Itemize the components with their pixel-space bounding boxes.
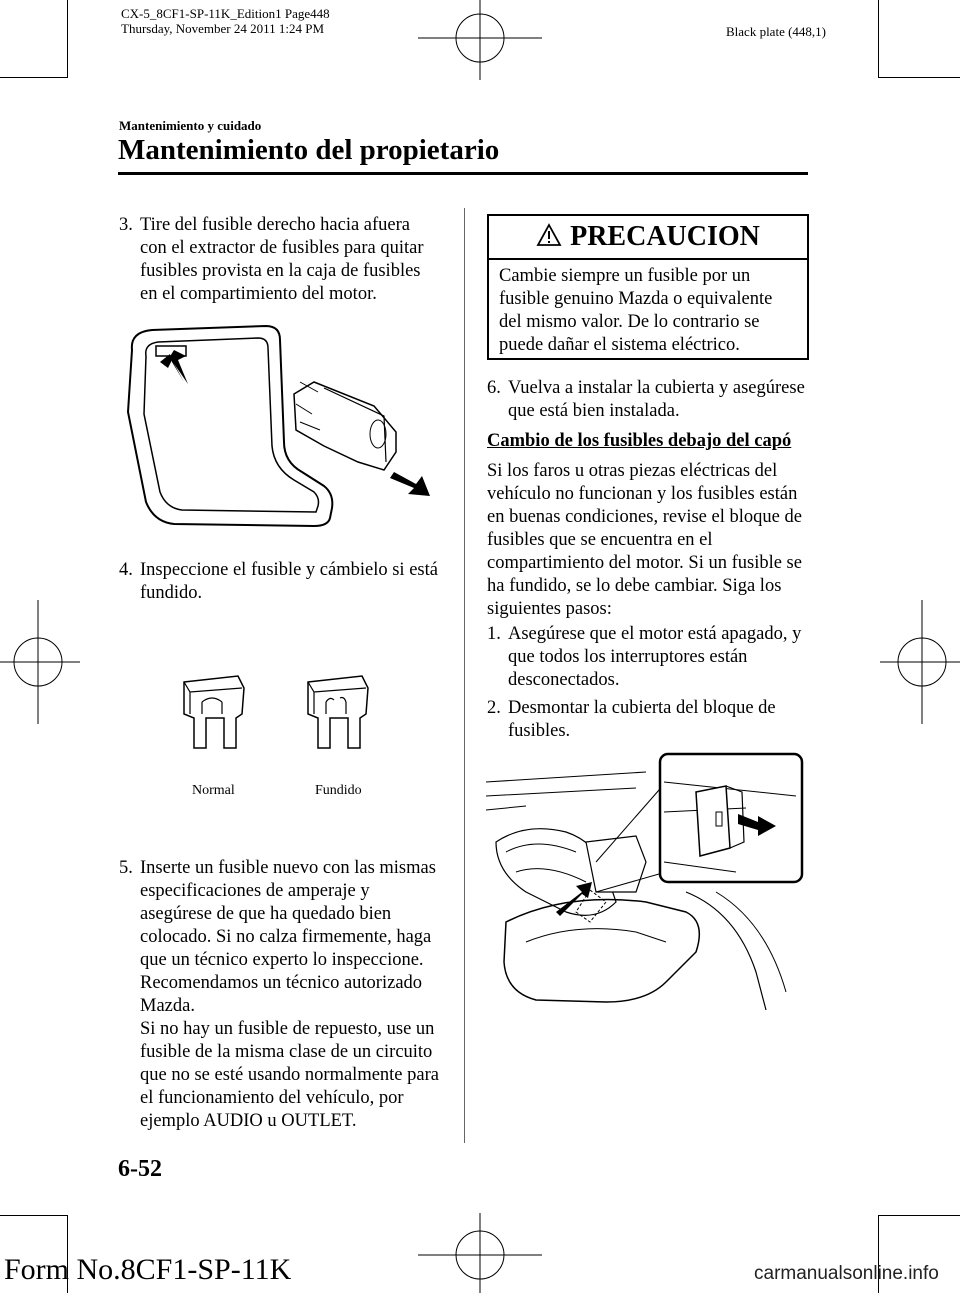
page-title: Mantenimiento del propietario (118, 134, 500, 166)
step-text: Inserte un fusible nuevo con las mismas especificaciones de amperaje y asegúrese de que ha quedado bien colocado. Si no calza firmemente, haga que un técnico experto lo inspeccione. Recomendamos un técnico autorizado Mazda. (140, 858, 436, 1016)
fuse-blown-label: Fundido (315, 783, 362, 798)
watermark: carmanualsonline.info (754, 1263, 939, 1284)
step-extra-text: Si no hay un fusible de repuesto, use un fusible de la misma clase de un circuito que no se esté usando normalmente para el funcionamiento del vehículo, por ejemplo AUDIO u OUTLET. (140, 1019, 439, 1131)
fuse-normal-illustration (178, 674, 248, 754)
caution-header (489, 216, 807, 260)
step-text: Desmontar la cubierta del bloque de fusibles. (508, 698, 776, 741)
file-meta (121, 6, 330, 36)
step-text: Tire del fusible derecho hacia afuera con el extractor de fusibles para quitar fusibles provista en la caja de fusibles en el compartimiento del motor. (140, 215, 424, 304)
crop-mark (878, 1215, 960, 1216)
step-1 (487, 623, 809, 692)
step-text: Vuelva a instalar la cubierta y asegúrese que está bien instalada. (508, 378, 805, 421)
file-meta-line: CX-5_8CF1-SP-11K_Edition1 Page448 (121, 6, 330, 21)
step-4 (119, 559, 439, 605)
fuse-blown-illustration (302, 674, 372, 754)
step-5 (119, 857, 441, 1133)
crop-mark (0, 77, 68, 78)
crop-mark (878, 0, 879, 78)
plate-label: Black plate (448,1) (726, 24, 826, 39)
step-text: Inspeccione el fusible y cámbielo si está fundido. (140, 560, 438, 603)
caution-title: PRECAUCION (570, 221, 760, 252)
step-number: 1. (487, 624, 501, 644)
crop-mark (0, 1215, 68, 1216)
step-3 (119, 214, 439, 306)
registration-mark-icon (880, 600, 960, 724)
column-divider (464, 208, 465, 1143)
step-number: 2. (487, 698, 501, 718)
header-rule (118, 172, 808, 175)
fuse-puller-illustration (124, 322, 434, 528)
body-paragraph: Si los faros u otras piezas eléctricas del vehículo no funcionan y los fusibles están en buenas condiciones, revise el bloque de fusibles que se encuentra en el compartimiento del motor. Si un fusible se ha fundido, se lo debe cambiar. Siga los siguientes pasos: (487, 461, 802, 619)
crop-mark (878, 77, 960, 78)
fuse-normal-label: Normal (192, 783, 235, 798)
form-number: Form No.8CF1-SP-11K (4, 1253, 292, 1286)
subheading (487, 430, 791, 453)
engine-bay-illustration (486, 752, 806, 1010)
page-number: 6-52 (118, 1156, 162, 1182)
caution-box (487, 214, 809, 360)
section-label: Mantenimiento y cuidado (119, 118, 262, 133)
registration-mark-icon (0, 600, 80, 724)
caution-text: Cambie siempre un fusible por un fusible genuino Mazda o equivalente del mismo valor. De lo contrario se puede dañar el sistema eléctrico. (499, 266, 773, 355)
step-2 (487, 697, 809, 743)
step-text: Asegúrese que el motor está apagado, y que todos los interruptores están desconectados. (508, 624, 802, 690)
file-meta-line: Thursday, November 24 2011 1:24 PM (121, 21, 325, 36)
step-number: 4. (119, 560, 133, 580)
step-6 (487, 377, 805, 423)
registration-mark-icon (418, 0, 542, 80)
registration-mark-icon (418, 1213, 542, 1293)
step-number: 5. (119, 858, 133, 878)
step-number: 6. (487, 378, 501, 398)
step-number: 3. (119, 215, 133, 235)
subheading-text: Cambio de los fusibles debajo del capó (487, 431, 792, 451)
crop-mark (67, 0, 68, 78)
warning-triangle-icon (536, 223, 562, 247)
